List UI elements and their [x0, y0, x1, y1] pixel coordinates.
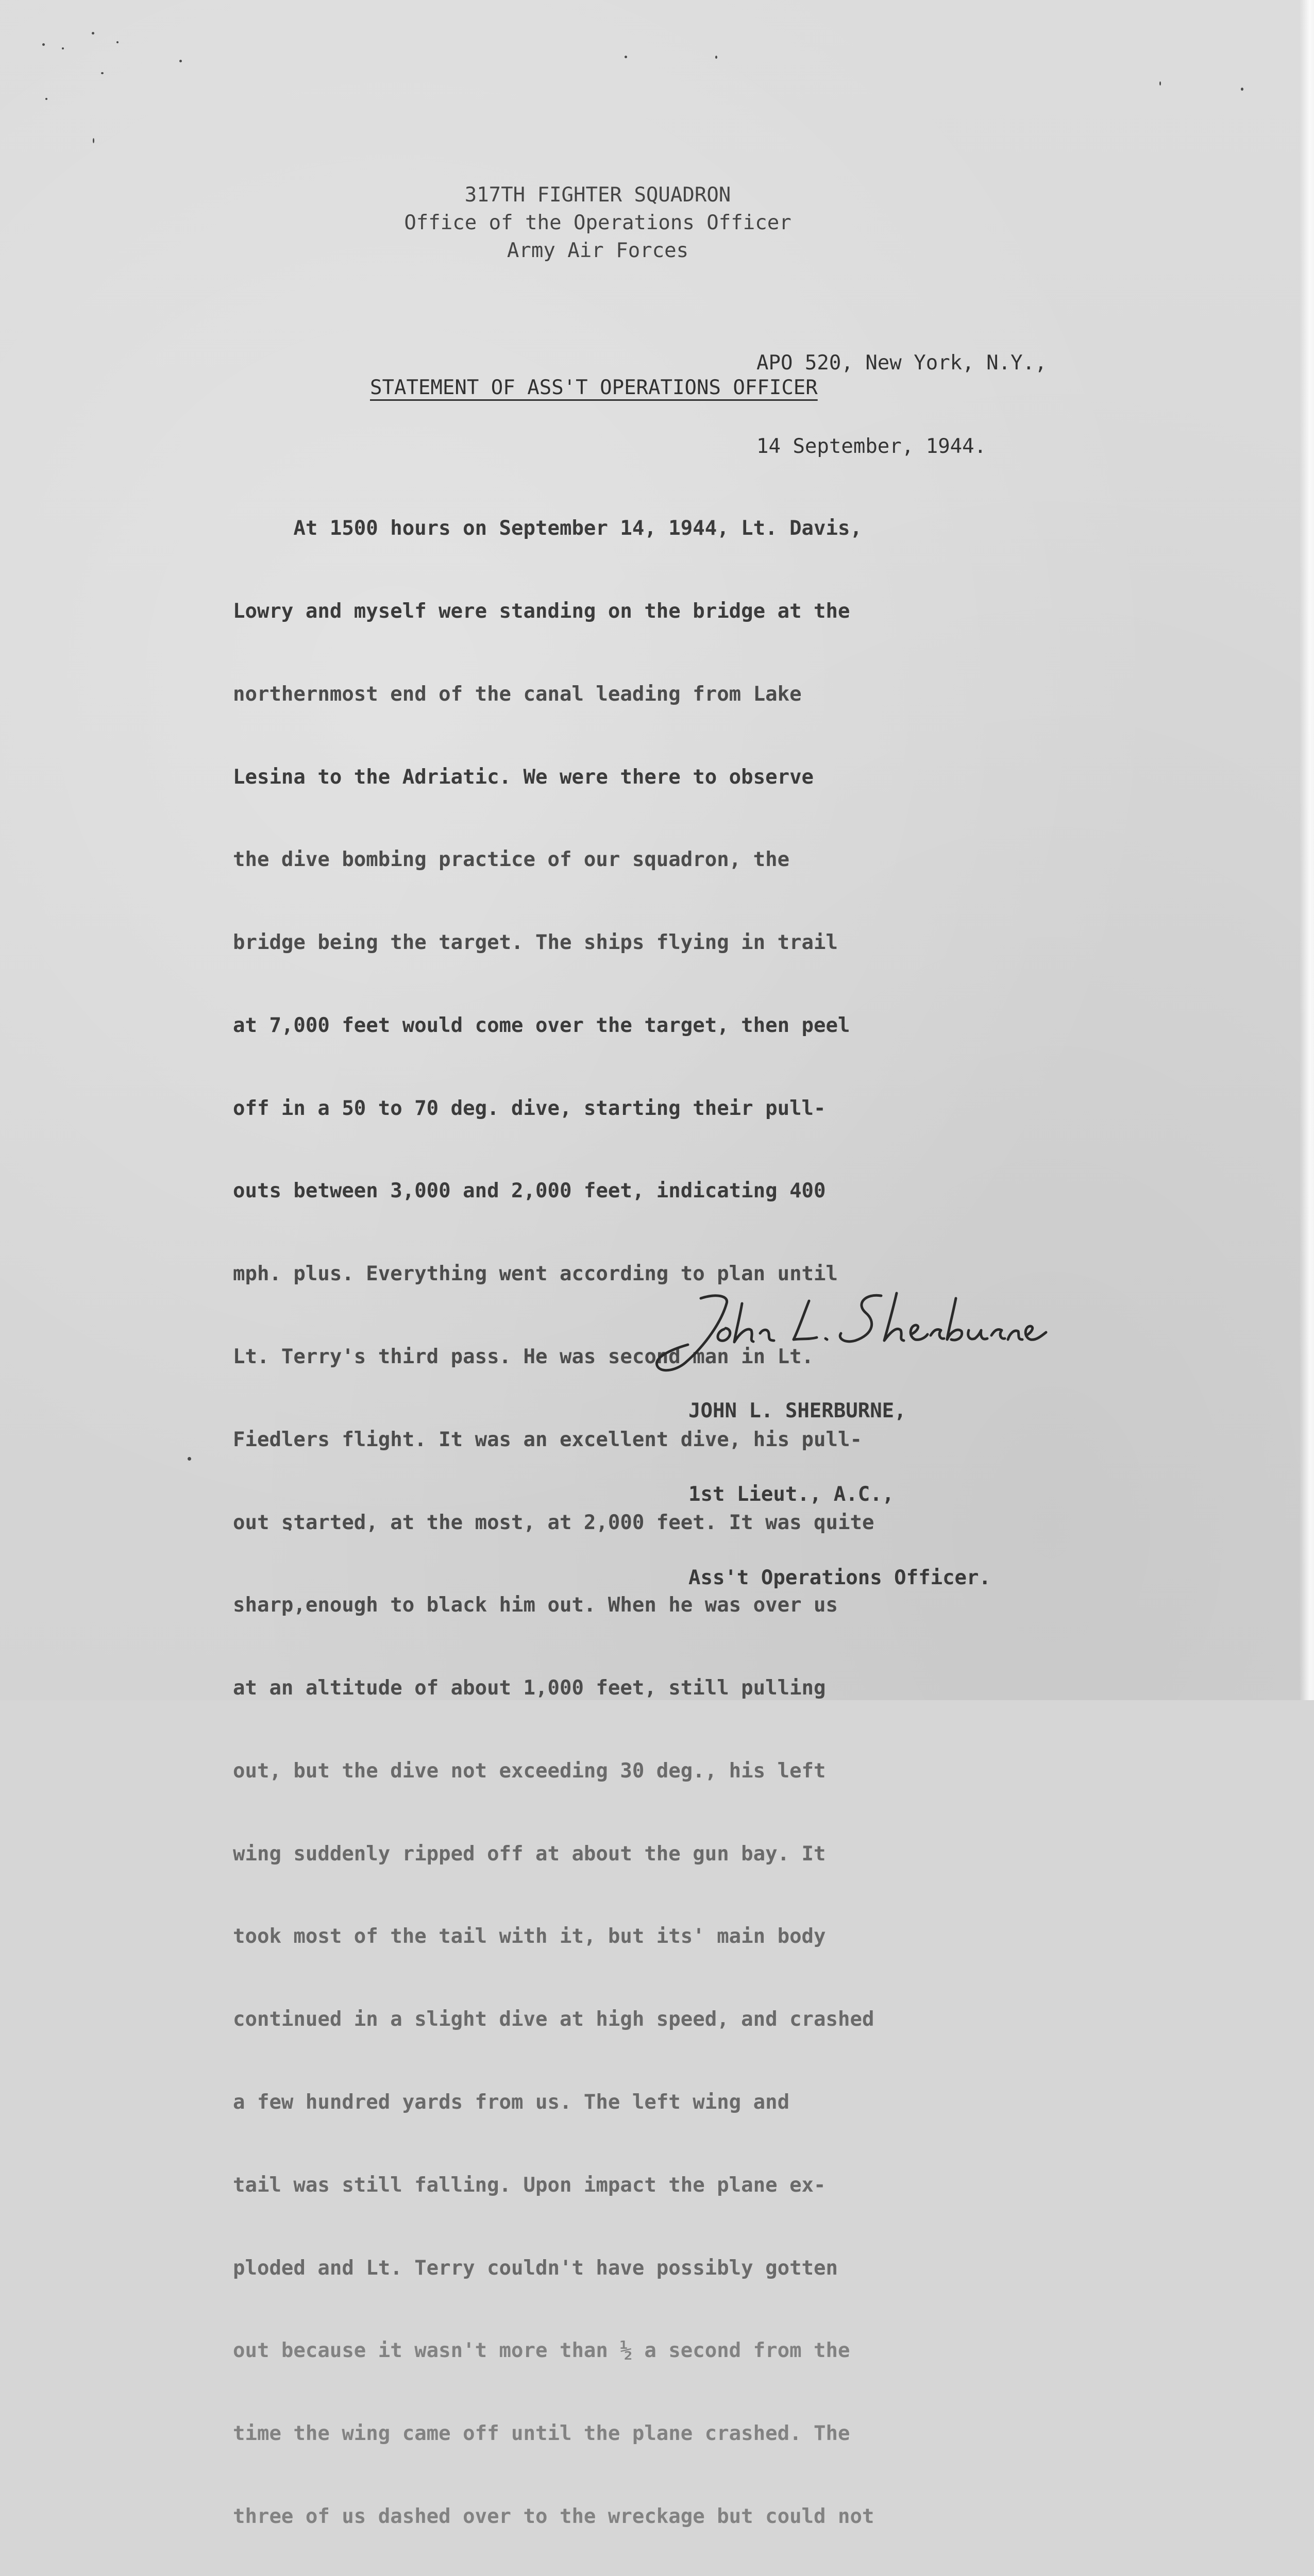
signatory-rank: 1st Lieut., A.C.,	[688, 1483, 895, 1506]
body-line: Lt. Terry's third pass. He was second man in Lt.	[233, 1345, 814, 1368]
body-line: took most of the tail with it, but its' main body	[233, 1925, 826, 1948]
signatory-name: JOHN L. SHERBURNE,	[688, 1399, 906, 1422]
scan-speck	[92, 32, 94, 35]
scan-speck	[101, 72, 104, 74]
body-line: time the wing came off until the plane crashed. The	[233, 2422, 850, 2446]
body-line: the dive bombing practice of our squadron, the	[233, 848, 790, 872]
scan-speck	[93, 138, 94, 143]
scan-speck	[42, 43, 45, 46]
scan-speck	[715, 56, 717, 59]
body-line: Lowry and myself were standing on the bridge at the	[233, 599, 850, 623]
body-line: sharp,enough to black him out. When he was over us	[233, 1594, 838, 1617]
body-line: bridge being the target. The ships flying in trail	[233, 931, 838, 955]
body-line: at an altitude of about 1,000 feet, still pulling	[233, 1676, 826, 1700]
letterhead	[340, 181, 855, 265]
body-line: a few hundred yards from us. The left wing and	[233, 2091, 790, 2114]
scan-speck	[188, 1457, 191, 1461]
scan-speck	[62, 47, 64, 49]
scan-speck	[179, 60, 182, 62]
body-line: Lesina to the Adriatic. We were there to observe	[233, 765, 814, 789]
scan-speck	[1241, 88, 1243, 91]
squadron-name: 317TH FIGHTER SQUADRON	[464, 183, 731, 207]
scan-speck	[116, 41, 119, 43]
dateline-date: 14 September, 1944.	[756, 435, 987, 458]
body-line: mph. plus. Everything went according to plan until	[233, 1262, 838, 1286]
body-line: off in a 50 to 70 deg. dive, starting their pull-	[233, 1096, 826, 1120]
body-line: at 7,000 feet would come over the target, then peel	[233, 1013, 850, 1037]
scan-speck	[1159, 81, 1161, 86]
signatory-position: Ass't Operations Officer.	[688, 1566, 991, 1589]
body-line: wing suddenly ripped off at about the gun bay. It	[233, 1842, 826, 1866]
body-line: At 1500 hours on September 14, 1944, Lt. Davis,	[233, 517, 862, 540]
signature-block	[688, 1342, 991, 1648]
scan-speck	[45, 98, 47, 100]
scan-speck	[625, 56, 627, 58]
dateline-location: APO 520, New York, N.Y.,	[756, 351, 1047, 375]
body-line: Fiedlers flight. It was an excellent dive, his pull-	[233, 1428, 862, 1451]
body-line: outs between 3,000 and 2,000 feet, indicating 400	[233, 1179, 826, 1203]
page-edge	[1300, 0, 1314, 1700]
office-name: Office of the Operations Officer	[404, 211, 791, 234]
document-title: STATEMENT OF ASS'T OPERATIONS OFFICER	[370, 376, 818, 399]
body-line: ploded and Lt. Terry couldn't have possibly gotten	[233, 2256, 838, 2280]
body-line: three of us dashed over to the wreckage but could not	[233, 2504, 874, 2528]
body-line: tail was still falling. Upon impact the plane ex-	[233, 2173, 826, 2197]
body-line: out because it wasn't more than ½ a second from the	[233, 2339, 850, 2363]
branch-name: Army Air Forces	[507, 239, 689, 262]
body-line: out started, at the most, at 2,000 feet. It was quite	[233, 1511, 874, 1534]
body-line: continued in a slight dive at high speed, and crashed	[233, 2008, 874, 2031]
body-line: out, but the dive not exceeding 30 deg., his left	[233, 1759, 826, 1783]
body-line: northernmost end of the canal leading from Lake	[233, 682, 802, 706]
